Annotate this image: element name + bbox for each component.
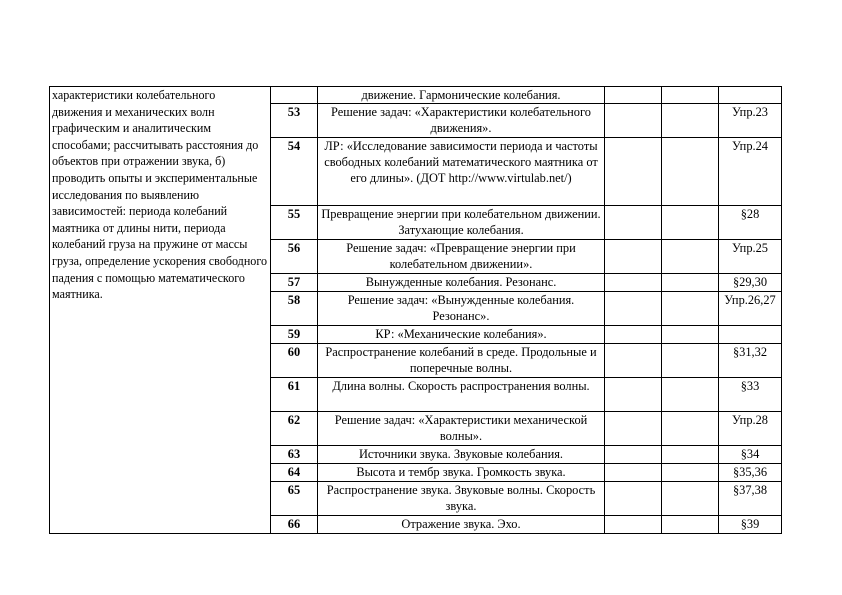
homework: §31,32 — [719, 344, 782, 378]
homework: §35,36 — [719, 464, 782, 482]
homework: §33 — [719, 378, 782, 412]
lesson-number: 64 — [271, 464, 318, 482]
empty-cell — [662, 344, 719, 378]
lesson-number: 66 — [271, 516, 318, 534]
lesson-number — [271, 87, 318, 104]
lesson-topic: Распространение звука. Звуковые волны. Скорость звука. — [318, 482, 605, 516]
empty-cell — [662, 446, 719, 464]
lesson-topic: Решение задач: «Характеристики механической волны». — [318, 412, 605, 446]
empty-cell — [605, 482, 662, 516]
homework: Упр.23 — [719, 104, 782, 138]
lesson-plan-table — [49, 86, 782, 534]
empty-cell — [662, 412, 719, 446]
empty-cell — [662, 378, 719, 412]
empty-cell — [662, 464, 719, 482]
empty-cell — [605, 292, 662, 326]
lesson-number: 58 — [271, 292, 318, 326]
empty-cell — [605, 412, 662, 446]
lesson-number: 61 — [271, 378, 318, 412]
lesson-topic: Решение задач: «Вынужденные колебания. Резонанс». — [318, 292, 605, 326]
empty-cell — [605, 344, 662, 378]
lesson-number: 65 — [271, 482, 318, 516]
skills-description: характеристики колебательного движения и механических волн графическим и аналитическим способами; рассчитывать расстояния до объектов при отражении звука, б) проводить опыты и экспериментальные исследования по выявлению зависимостей: периода колебаний маятника от длины нити, периода колебаний груза на пружине от массы груза, определение ускорения свободного падения с помощью математического маятника. — [50, 87, 271, 534]
homework: Упр.25 — [719, 240, 782, 274]
empty-cell — [662, 138, 719, 206]
lesson-topic: ЛР: «Исследование зависимости периода и частоты свободных колебаний математического маятника от его длины». (ДОТ http://www.virtulab.net/) — [318, 138, 605, 206]
lesson-topic: Вынужденные колебания. Резонанс. — [318, 274, 605, 292]
homework: §37,38 — [719, 482, 782, 516]
homework: Упр.28 — [719, 412, 782, 446]
lesson-topic: Превращение энергии при колебательном движении. Затухающие колебания. — [318, 206, 605, 240]
lesson-number: 53 — [271, 104, 318, 138]
empty-cell — [605, 464, 662, 482]
empty-cell — [662, 104, 719, 138]
lesson-topic: Источники звука. Звуковые колебания. — [318, 446, 605, 464]
lesson-number: 60 — [271, 344, 318, 378]
lesson-number: 56 — [271, 240, 318, 274]
homework: §34 — [719, 446, 782, 464]
homework — [719, 326, 782, 344]
empty-cell — [605, 516, 662, 534]
empty-cell — [605, 104, 662, 138]
empty-cell — [662, 516, 719, 534]
empty-cell — [605, 378, 662, 412]
empty-cell — [662, 274, 719, 292]
lesson-number: 62 — [271, 412, 318, 446]
empty-cell — [662, 206, 719, 240]
empty-cell — [662, 292, 719, 326]
empty-cell — [605, 446, 662, 464]
homework: Упр.24 — [719, 138, 782, 206]
empty-cell — [662, 240, 719, 274]
empty-cell — [605, 240, 662, 274]
lesson-topic: движение. Гармонические колебания. — [318, 87, 605, 104]
lesson-topic: Длина волны. Скорость распространения волны. — [318, 378, 605, 412]
lesson-topic: КР: «Механические колебания». — [318, 326, 605, 344]
homework — [719, 87, 782, 104]
table-row — [50, 87, 782, 104]
empty-cell — [605, 87, 662, 104]
lesson-number: 59 — [271, 326, 318, 344]
empty-cell — [605, 206, 662, 240]
homework: §29,30 — [719, 274, 782, 292]
lesson-topic: Высота и тембр звука. Громкость звука. — [318, 464, 605, 482]
lesson-topic: Решение задач: «Превращение энергии при колебательном движении». — [318, 240, 605, 274]
empty-cell — [605, 138, 662, 206]
lesson-topic: Распространение колебаний в среде. Продольные и поперечные волны. — [318, 344, 605, 378]
lesson-number: 54 — [271, 138, 318, 206]
empty-cell — [662, 482, 719, 516]
lesson-topic: Решение задач: «Характеристики колебательного движения». — [318, 104, 605, 138]
homework: §39 — [719, 516, 782, 534]
homework: §28 — [719, 206, 782, 240]
lesson-number: 57 — [271, 274, 318, 292]
homework: Упр.26,27 — [719, 292, 782, 326]
lesson-topic: Отражение звука. Эхо. — [318, 516, 605, 534]
empty-cell — [662, 326, 719, 344]
empty-cell — [662, 87, 719, 104]
lesson-number: 63 — [271, 446, 318, 464]
empty-cell — [605, 274, 662, 292]
empty-cell — [605, 326, 662, 344]
lesson-number: 55 — [271, 206, 318, 240]
